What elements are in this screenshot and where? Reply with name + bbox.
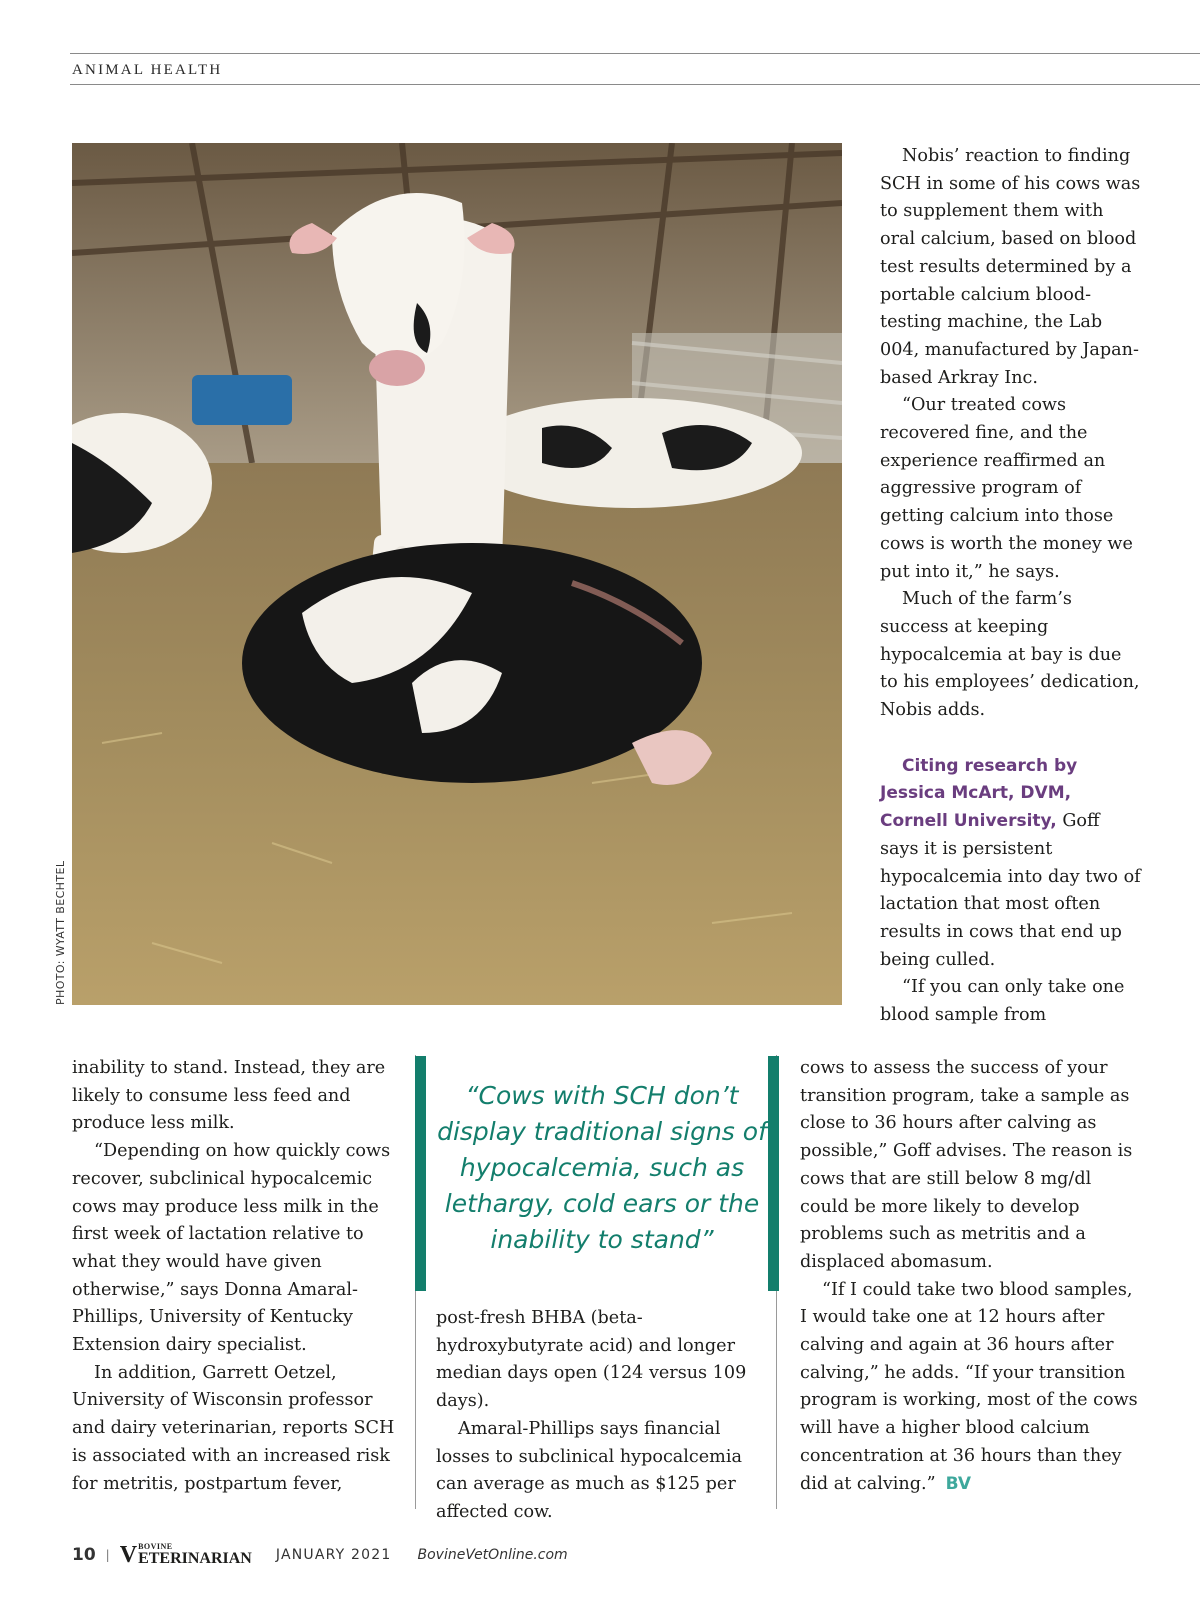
paragraph: “Our treated cows recovered fine, and the experience reaffirmed an aggressive program of getting calcium into those cows is worth the money we put into it,” he says. <box>880 395 1133 582</box>
cow-barn-photo <box>72 143 842 1005</box>
paragraph: “If you can only take one blood sample from <box>880 977 1125 1026</box>
logo-rest: ETERINARIAN <box>138 1550 252 1567</box>
website-url: BovineVetOnline.com <box>417 1547 568 1563</box>
paragraph-text: Goff says it is persistent hypocalcemia into day two of lactation that most often results in cows that end up being culled. <box>880 811 1141 970</box>
paragraph: Amaral-Phillips says financial losses to subclinical hypocalcemia can average as much as $125 per affected cow. <box>436 1418 742 1522</box>
paragraph: cows to assess the success of your transition program, take a sample as close to 36 hours after calving as possible,” Goff advises. The reason is cows that are still below 8 mg/dl could be more likely to develop problems such as metritis and a displaced abomasum. <box>800 1058 1133 1272</box>
cow-and-calf-illustration <box>72 143 842 1005</box>
paragraph-text: “If I could take two blood samples, I would take one at 12 hours after calving and again at 36 hours after calving,” he adds. “If your transition program is working, most of the cows will have a higher blood calcium concentration at 36 hours than they did at calving.” <box>800 1279 1138 1494</box>
page-footer <box>72 1540 568 1570</box>
page-number: 10 <box>72 1545 96 1565</box>
right-column-bottom <box>800 1055 1140 1498</box>
paragraph: Much of the farm’s success at keeping hypocalcemia at bay is due to his employees’ dedication, Nobis adds. <box>880 589 1140 721</box>
paragraph: “Depending on how quickly cows recover, subclinical hypocalcemic cows may produce less milk in the first week of lactation relative to what they would have given otherwise,” says Donna Amaral-Phillips, University of Kentucky Extension dairy specialist. <box>72 1141 391 1356</box>
logo-initial: V <box>119 1542 138 1568</box>
paragraph: Nobis’ reaction to finding SCH in some of his cows was to supplement them with oral calcium, based on blood test results determined by a portable calcium blood-testing machine, the Lab 004, manufactured by Japan-based Arkray Inc. <box>880 146 1141 388</box>
top-rule <box>70 53 1200 54</box>
pull-quote: “Cows with SCH don’t display traditional signs of hypocalcemia, such as lethargy, cold ears or the inability to stand” <box>437 1081 767 1254</box>
paragraph: post-fresh BHBA (beta-hydroxybutyrate acid) and longer median days open (124 versus 109 days). <box>436 1308 747 1412</box>
section-label: ANIMAL HEALTH <box>72 62 223 78</box>
end-mark: BV <box>945 1473 972 1494</box>
photo-credit: PHOTO: WYATT BECHTEL <box>54 860 67 1005</box>
logo-bovine: BOVINE <box>138 1542 173 1551</box>
paragraph: inability to stand. Instead, they are likely to consume less feed and produce less milk. <box>72 1058 386 1134</box>
issue-date: JANUARY 2021 <box>275 1547 392 1563</box>
paragraph: In addition, Garrett Oetzel, University of Wisconsin professor and dairy veterinarian, reports SCH is associated with an increased risk for metritis, postpartum fever, <box>72 1362 395 1494</box>
left-column <box>72 1055 402 1498</box>
paragraph <box>880 753 1142 975</box>
middle-column <box>436 1305 766 1527</box>
magazine-logo <box>120 1543 252 1567</box>
footer-separator: | <box>105 1548 110 1562</box>
research-citation: Citing research by Jessica McArt, DVM, Cornell University, <box>880 755 1078 832</box>
paragraph <box>800 1277 1140 1499</box>
pull-quote-bar-left <box>415 1056 426 1291</box>
right-column-top <box>880 143 1142 1030</box>
header-rule <box>70 84 1200 85</box>
